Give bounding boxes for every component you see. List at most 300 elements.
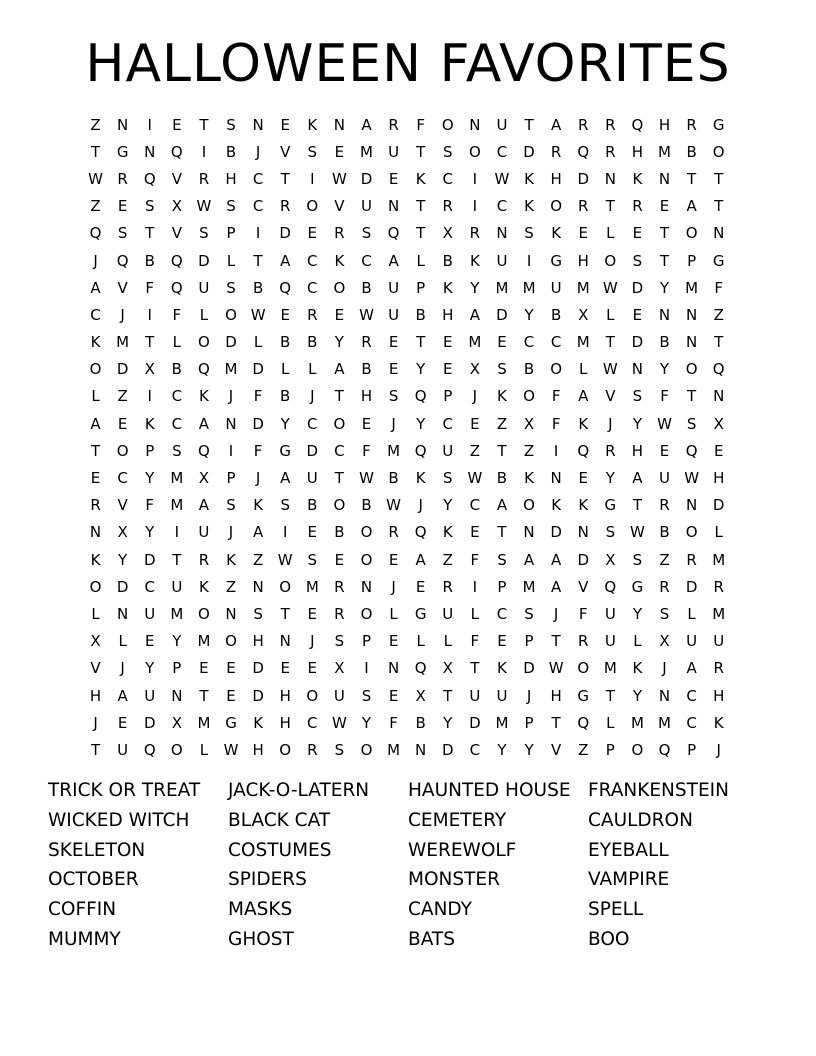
grid-letter: U (496, 251, 508, 270)
grid-letter: L (470, 604, 480, 623)
grid-letter: I (228, 441, 234, 460)
grid-letter: S (497, 550, 507, 569)
grid-letter: S (226, 278, 236, 297)
grid-letter: M (495, 713, 509, 732)
grid-letter: B (388, 469, 399, 488)
grid-letter: W (684, 469, 700, 488)
grid-letter: O (333, 414, 346, 433)
grid-row (82, 464, 732, 491)
grid-letter: E (334, 550, 345, 569)
grid-letter: R (198, 169, 210, 188)
grid-letter: C (252, 197, 264, 216)
grid-letter: I (201, 142, 207, 161)
grid-letter: L (308, 360, 317, 379)
grid-letter: K (90, 333, 101, 352)
grid-letter: F (362, 441, 371, 460)
grid-letter: N (713, 224, 725, 243)
grid-letter: D (685, 577, 698, 596)
grid-letter: C (307, 251, 318, 270)
grid-letter: E (199, 659, 209, 678)
grid-letter: R (117, 169, 128, 188)
grid-letter: V (334, 197, 345, 216)
grid-letter: B (659, 333, 670, 352)
word-bank-item: SKELETON (48, 839, 146, 861)
grid-letter: P (687, 740, 697, 759)
grid-letter: R (361, 333, 372, 352)
grid-letter: Y (280, 414, 290, 433)
grid-letter: D (143, 550, 156, 569)
grid-letter: T (280, 604, 290, 623)
word-bank-item: BOO (588, 928, 630, 950)
grid-letter: Z (659, 550, 670, 569)
word-bank-item: GHOST (228, 928, 294, 950)
grid-letter: R (713, 659, 724, 678)
grid-letter: S (226, 115, 236, 134)
grid-letter: U (333, 686, 345, 705)
grid-letter: B (280, 333, 291, 352)
grid-letter: S (686, 414, 697, 433)
grid-letter: T (416, 142, 426, 161)
grid-letter: K (497, 659, 507, 678)
grid-letter: H (550, 169, 562, 188)
grid-letter: D (252, 414, 264, 433)
grid-letter: R (198, 550, 210, 569)
grid-letter: E (334, 142, 345, 161)
grid-letter: W (223, 740, 239, 759)
grid-letter: M (305, 577, 319, 596)
grid-letter: S (605, 523, 616, 542)
grid-letter: H (279, 713, 291, 732)
grid-letter: Y (416, 414, 426, 433)
grid-letter: S (524, 224, 534, 243)
grid-letter: J (553, 604, 559, 623)
grid-letter: T (605, 333, 615, 352)
grid-letter: Z (252, 550, 264, 569)
grid-letter: D (306, 441, 319, 460)
grid-letter: E (226, 659, 236, 678)
grid-letter: J (310, 632, 315, 651)
grid-letter: Z (578, 740, 589, 759)
grid-letter: M (522, 577, 536, 596)
grid-letter: E (117, 414, 128, 433)
grid-letter: J (255, 142, 261, 161)
grid-letter: Z (523, 441, 535, 460)
grid-letter: K (415, 469, 426, 488)
word-bank-item: JACK-O-LATERN (228, 780, 370, 801)
grid-letter: Z (90, 115, 101, 134)
grid-letter: G (631, 577, 644, 596)
grid-letter: E (388, 169, 399, 188)
grid-letter: G (712, 251, 725, 270)
grid-letter: M (712, 604, 726, 623)
grid-letter: D (198, 251, 210, 270)
grid-letter: R (605, 441, 616, 460)
grid-letter: D (523, 142, 535, 161)
grid-letter: U (686, 632, 698, 651)
grid-letter: W (331, 169, 347, 188)
grid-letter: R (713, 577, 724, 596)
grid-letter: M (630, 713, 644, 732)
grid-letter: S (388, 387, 399, 406)
grid-letter: X (442, 659, 453, 678)
grid-letter: Y (145, 659, 155, 678)
grid-letter: E (307, 604, 318, 623)
grid-letter: L (443, 632, 452, 651)
grid-letter: X (117, 523, 128, 542)
grid-letter: P (226, 224, 236, 243)
grid-letter: K (551, 224, 562, 243)
grid-letter: E (415, 577, 426, 596)
grid-letter: D (496, 305, 508, 324)
grid-letter: B (442, 251, 453, 270)
word-bank-item: CEMETERY (408, 809, 507, 831)
grid-letter: E (280, 115, 290, 134)
grid-letter: K (334, 251, 345, 270)
grid-letter: T (659, 251, 670, 270)
grid-letter: U (604, 632, 616, 651)
grid-letter: N (387, 659, 400, 678)
grid-letter: U (550, 278, 562, 297)
grid-letter: C (361, 251, 372, 270)
grid-letter: L (199, 305, 209, 324)
grid-letter: O (89, 577, 102, 596)
grid-letter: C (307, 278, 318, 297)
grid-letter: T (199, 686, 209, 705)
grid-letter: M (712, 550, 726, 569)
grid-letter: E (470, 414, 480, 433)
grid-letter: O (306, 197, 319, 216)
grid-letter: K (253, 496, 264, 515)
grid-letter: Y (524, 305, 534, 324)
grid-row (82, 329, 732, 356)
grid-letter: T (551, 632, 561, 651)
grid-letter: Z (225, 577, 237, 596)
grid-row (82, 736, 732, 763)
grid-letter: N (117, 604, 129, 623)
grid-letter: A (551, 550, 562, 569)
grid-letter: U (388, 305, 400, 324)
grid-letter: V (117, 278, 128, 297)
grid-letter: X (90, 632, 101, 651)
grid-letter: T (714, 169, 724, 188)
grid-letter: A (280, 469, 291, 488)
grid-letter: R (578, 632, 589, 651)
grid-letter: L (91, 387, 100, 406)
grid-letter: H (279, 686, 291, 705)
grid-letter: S (497, 360, 507, 379)
grid-letter: A (496, 496, 508, 515)
grid-letter: Q (414, 523, 427, 542)
grid-letter: K (442, 278, 453, 297)
grid-letter: V (171, 169, 182, 188)
grid-letter: C (252, 169, 264, 188)
grid-letter: B (523, 360, 535, 379)
grid-letter: Q (577, 441, 590, 460)
grid-letter: S (524, 604, 534, 623)
grid-letter: I (472, 197, 478, 216)
grid-letter: C (686, 686, 697, 705)
grid-letter: S (659, 604, 670, 623)
grid-letter: S (144, 197, 155, 216)
grid-letter: C (144, 577, 155, 596)
word-bank-item: OCTOBER (48, 869, 139, 891)
grid-letter: U (496, 115, 508, 134)
grid-letter: E (497, 333, 507, 352)
grid-letter: T (280, 169, 290, 188)
grid-letter: Z (90, 197, 101, 216)
grid-letter: W (467, 469, 483, 488)
grid-row (82, 546, 732, 573)
grid-letter: J (526, 686, 532, 705)
grid-letter: E (470, 523, 480, 542)
grid-letter: A (252, 523, 264, 542)
grid-letter: N (713, 387, 725, 406)
grid-letter: P (226, 469, 236, 488)
grid-letter: A (632, 469, 643, 488)
grid-letter: Y (659, 360, 670, 379)
grid-letter: M (197, 632, 211, 651)
grid-row (82, 628, 732, 655)
grid-letter: D (712, 496, 725, 515)
grid-letter: N (360, 577, 373, 596)
grid-letter: W (88, 169, 103, 188)
grid-letter: K (469, 251, 480, 270)
grid-letter: U (144, 686, 156, 705)
grid-letter: Q (143, 169, 156, 188)
grid-letter: V (280, 142, 291, 161)
grid-letter: Q (631, 115, 644, 134)
grid-letter: X (523, 414, 535, 433)
grid-row (82, 356, 732, 383)
grid-letter: M (576, 278, 590, 297)
grid-letter: S (117, 224, 128, 243)
grid-letter: O (550, 360, 563, 379)
grid-letter: T (90, 441, 101, 460)
grid-letter: R (307, 740, 318, 759)
grid-letter: T (443, 686, 453, 705)
grid-letter: N (604, 169, 616, 188)
grid-letter: M (360, 142, 373, 161)
grid-row (82, 193, 732, 220)
grid-letter: E (659, 441, 670, 460)
grid-letter: S (334, 740, 345, 759)
grid-letter: V (578, 577, 589, 596)
grid-letter: L (606, 224, 615, 243)
grid-letter: H (631, 142, 644, 161)
grid-letter: W (602, 278, 618, 297)
grid-letter: I (174, 523, 180, 542)
grid-letter: K (713, 713, 724, 732)
grid-letter: X (578, 305, 589, 324)
word-bank (48, 778, 768, 957)
grid-letter: O (360, 740, 373, 759)
grid-letter: C (307, 414, 318, 433)
grid-letter: J (418, 496, 423, 515)
grid-letter: K (578, 414, 589, 433)
grid-letter: F (470, 550, 480, 569)
grid-letter: A (280, 251, 291, 270)
grid-letter: U (198, 278, 210, 297)
grid-letter: G (577, 686, 590, 705)
grid-letter: Q (143, 740, 156, 759)
grid-letter: B (307, 333, 318, 352)
grid-letter: G (712, 115, 725, 134)
grid-letter: J (662, 659, 667, 678)
grid-letter: Y (524, 740, 534, 759)
grid-letter: O (685, 523, 698, 542)
grid-letter: B (415, 305, 426, 324)
grid-letter: J (472, 387, 478, 406)
grid-letter: L (172, 333, 181, 352)
grid-letter: H (252, 740, 264, 759)
grid-letter: N (658, 169, 671, 188)
grid-letter: K (144, 414, 155, 433)
grid-letter: M (387, 441, 401, 460)
grid-letter: Z (442, 550, 453, 569)
grid-letter: O (170, 740, 183, 759)
grid-letter: J (93, 251, 98, 270)
grid-letter: F (145, 496, 155, 515)
grid-letter: S (632, 550, 643, 569)
letter-grid (82, 111, 732, 764)
grid-letter: K (415, 169, 426, 188)
word-bank-item: MONSTER (408, 869, 500, 891)
grid-letter: X (442, 224, 453, 243)
grid-letter: S (632, 387, 643, 406)
grid-letter: S (253, 604, 263, 623)
word-bank-item: HAUNTED HOUSE (408, 780, 571, 801)
grid-letter: U (469, 686, 481, 705)
grid-letter: N (89, 523, 102, 542)
grid-letter: L (687, 604, 696, 623)
grid-letter: T (659, 224, 670, 243)
grid-letter: Z (117, 387, 128, 406)
grid-letter: D (631, 278, 644, 297)
grid-letter: R (388, 523, 399, 542)
word-bank-item: FRANKENSTEIN (588, 780, 729, 801)
grid-row (82, 519, 732, 546)
grid-letter: T (90, 740, 101, 759)
grid-letter: J (228, 523, 234, 542)
grid-letter: R (605, 115, 616, 134)
grid-letter: W (250, 305, 266, 324)
grid-letter: T (605, 686, 615, 705)
grid-letter: K (578, 496, 589, 515)
grid-letter: W (602, 360, 618, 379)
grid-letter: T (145, 333, 155, 352)
grid-letter: O (333, 278, 346, 297)
grid-letter: R (632, 197, 643, 216)
grid-letter: D (225, 333, 237, 352)
grid-letter: T (714, 197, 724, 216)
grid-letter: D (550, 523, 562, 542)
grid-letter: E (90, 469, 101, 488)
grid-letter: G (414, 604, 427, 623)
grid-letter: K (497, 387, 507, 406)
grid-letter: F (470, 632, 480, 651)
grid-letter: B (496, 469, 508, 488)
grid-letter: A (388, 251, 399, 270)
grid-letter: Q (414, 387, 427, 406)
grid-letter: A (117, 686, 128, 705)
grid-letter: V (90, 659, 101, 678)
grid-letter: M (658, 142, 671, 161)
grid-letter: Q (116, 251, 129, 270)
grid-letter: Q (198, 441, 210, 460)
grid-letter: W (494, 169, 510, 188)
grid-letter: Q (712, 360, 725, 379)
grid-letter: E (388, 550, 399, 569)
grid-letter: F (172, 305, 182, 324)
grid-letter: K (524, 469, 534, 488)
grid-letter: S (307, 142, 318, 161)
grid-letter: B (280, 387, 291, 406)
grid-letter: C (496, 197, 508, 216)
grid-letter: F (253, 441, 263, 460)
grid-letter: T (551, 713, 561, 732)
grid-row (82, 247, 732, 274)
grid-letter: I (282, 523, 288, 542)
grid-letter: Q (89, 224, 102, 243)
grid-letter: T (334, 469, 344, 488)
grid-letter: N (469, 115, 481, 134)
grid-letter: L (199, 740, 209, 759)
grid-letter: H (658, 115, 671, 134)
grid-letter: A (551, 115, 562, 134)
grid-letter: Z (469, 441, 480, 460)
grid-letter: D (469, 713, 481, 732)
grid-letter: U (117, 740, 129, 759)
grid-letter: U (442, 604, 454, 623)
grid-letter: N (144, 142, 156, 161)
grid-letter: H (577, 251, 589, 270)
grid-letter: T (416, 224, 426, 243)
grid-letter: Y (118, 550, 128, 569)
grid-letter: R (659, 496, 670, 515)
grid-letter: P (361, 632, 371, 651)
grid-letter: R (442, 577, 453, 596)
grid-letter: X (415, 686, 426, 705)
grid-letter: W (331, 713, 347, 732)
grid-letter: D (279, 224, 291, 243)
grid-letter: A (551, 577, 562, 596)
grid-letter: L (606, 713, 615, 732)
grid-letter: M (522, 278, 536, 297)
grid-letter: U (388, 142, 400, 161)
grid-letter: R (90, 496, 101, 515)
grid-letter: E (172, 115, 182, 134)
grid-letter: F (389, 713, 398, 732)
grid-letter: C (334, 441, 345, 460)
grid-letter: R (605, 142, 616, 161)
grid-letter: R (307, 305, 318, 324)
grid-letter: S (172, 441, 182, 460)
grid-letter: U (306, 469, 318, 488)
grid-row (82, 301, 732, 328)
grid-letter: S (334, 632, 345, 651)
grid-letter: I (310, 169, 315, 188)
grid-letter: E (443, 360, 453, 379)
grid-letter: N (279, 632, 291, 651)
grid-letter: E (497, 632, 507, 651)
grid-letter: C (523, 333, 535, 352)
grid-letter: T (172, 550, 182, 569)
grid-letter: M (658, 713, 671, 732)
grid-letter: D (252, 686, 264, 705)
grid-letter: M (685, 278, 699, 297)
grid-letter: T (416, 197, 426, 216)
grid-row (82, 138, 732, 165)
